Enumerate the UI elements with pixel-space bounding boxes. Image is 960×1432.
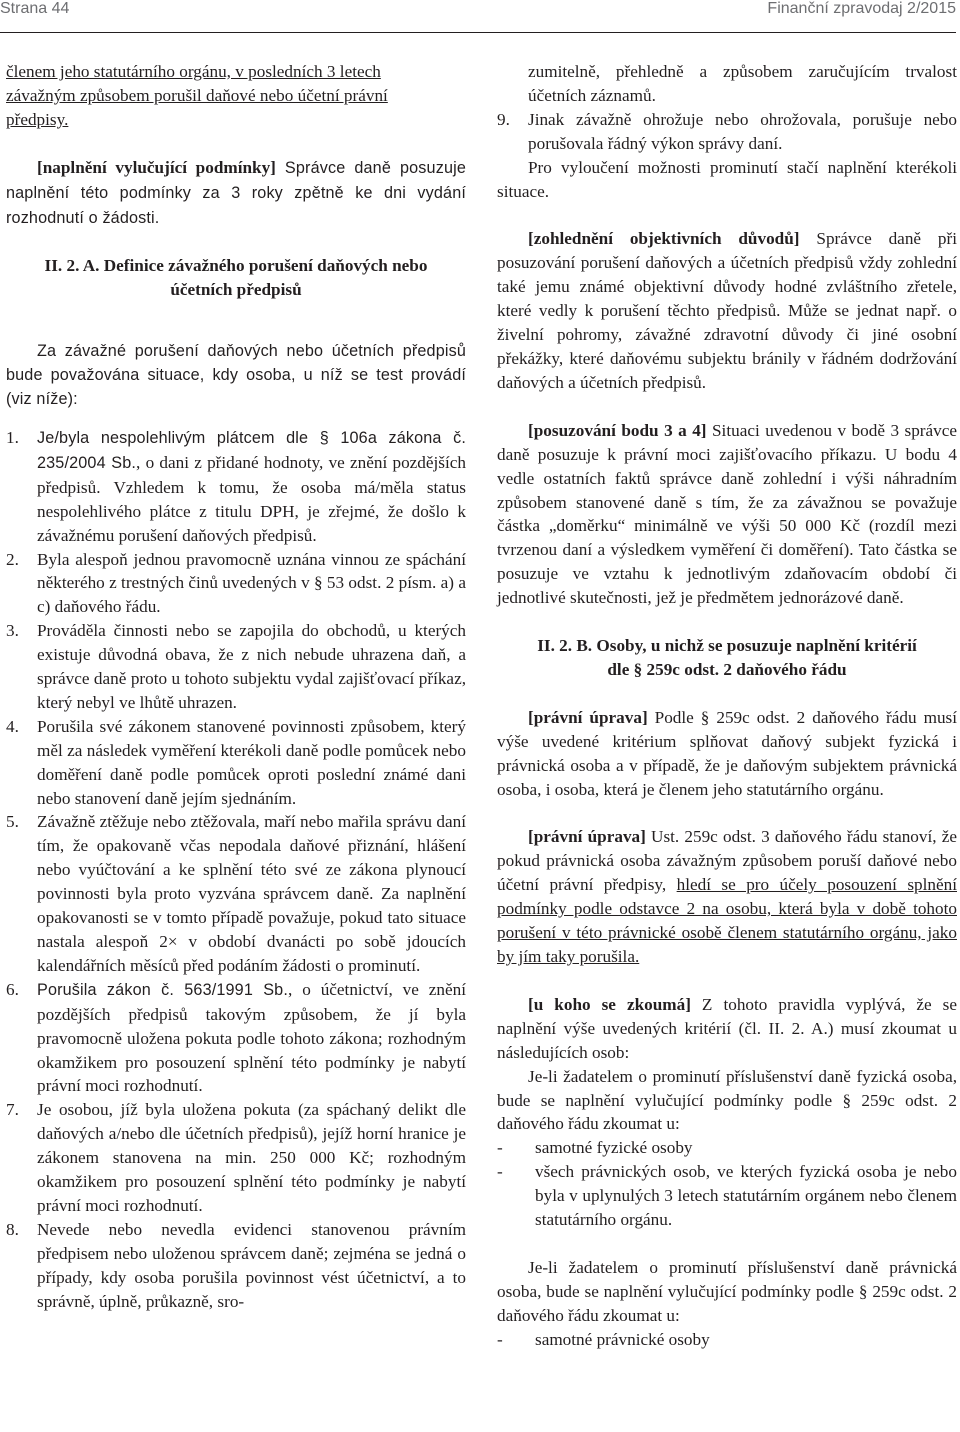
tag-legal: [právní úprava] <box>528 827 646 847</box>
item-number: 5. <box>6 812 19 832</box>
item-number: 4. <box>6 716 19 736</box>
item-text: všech právnických osob, ve kterých fyzická osoba je nebo byla v uplynulých 3 letech statutárním orgánem nebo členem statutárního orgánu. <box>535 1162 957 1230</box>
natural-person-list <box>497 1136 957 1232</box>
list-item-9 <box>497 108 957 156</box>
paragraph-text: Správce daně posuzuje naplnění této podmínky za 3 roky zpětně ke dni vydání rozhodnutí o žádosti. <box>6 158 467 227</box>
list-item <box>6 1218 466 1314</box>
item-text: Je osobou, jíž byla uložena pokuta (za spáchaný delikt dle daňových a/nebo dle účetních předpisů), jejíž horní hranice je zákonem stanovena na min. 250 000 Kč; rozhodným okamžikem pro posouzení splnění této podmínky je nabytí právní moci rozhodnutí. <box>37 1100 466 1215</box>
list-item <box>497 1160 957 1232</box>
list-item <box>6 715 466 811</box>
paragraph-who <box>497 993 957 1065</box>
heading-line-2: účetních předpisů <box>170 280 302 300</box>
paragraph-text: Situaci uvedenou v bodě 3 správce daně posuzuje k právní moci zajišťovacího příkazu. U bodu 4 vedle ostatních faktů správce daně zohlední i výši náhradním způsobem stanovené daně s tím, že za závažnou se považuje částka „doměrku“ minimálně ve výši 50 000 Kč (rozdíl mezi tvrzenou daní a výsledkem vyměření či doměření). Tato částka se posuzuje ve vztahu k jednotlivým zdaňovacím období či jednotlivé skutečnosti, jež je předmětem jednorázové daně. <box>497 420 957 608</box>
heading-line-1: II. 2. B. Osoby, u nichž se posuzuje naplnění kritérií <box>537 636 917 656</box>
item-number: 7. <box>6 1100 19 1120</box>
item-text: samotné fyzické osoby <box>535 1138 693 1158</box>
intro-line-1: členem jeho statutárního orgánu, v posledních 3 letech <box>6 62 381 81</box>
heading-line-2: dle § 259c odst. 2 daňového řádu <box>607 659 847 679</box>
list-item <box>6 548 466 620</box>
header-rule <box>0 32 956 33</box>
item-number: 8. <box>6 1219 19 1239</box>
item-number: - <box>497 1162 503 1182</box>
paragraph-points-3-4 <box>497 419 957 610</box>
item-8-continuation: zumitelně, přehledně a způsobem zaručujícím trvalost účetních záznamů. <box>528 62 957 105</box>
item-number: 2. <box>6 549 19 569</box>
paragraph-text: Podle § 259c odst. 2 daňového řádu musí výše uvedené kritérium splňovat daňový subjekt fyzická i právnická osoba a v případě, že je daňovým subjektem právnická osoba, i osoba, která je členem jeho statutárního orgánu. <box>497 707 958 799</box>
journal-title: Finanční zpravodaj 2/2015 <box>767 0 956 17</box>
left-column <box>6 60 466 1314</box>
paragraph-text: Z tohoto pravidla vyplývá, že se naplnění výše uvedených kritérií (čl. II. 2. A.) musí zkoumat u následujících osob: <box>497 994 957 1062</box>
item-text: , o účetnictví, ve znění pozdějších předpisů takovým způsobem, že jí byla pravomocně uložena pokuta podle tohoto zákona; rozhodným okamžikem pro posouzení splnění této podmínky je nabytí právní moci rozhodnutí. <box>37 979 466 1096</box>
item-number: 9. <box>497 109 510 129</box>
tag-exclusion: [naplnění vylučující podmínky] <box>37 157 276 177</box>
intro-line-3: předpisy. <box>6 109 69 129</box>
item-text-sans: Je/byla nespolehlivým plátcem dle § 106a zákona č. 235/2004 Sb. <box>37 428 466 472</box>
intro-line-2: závažným způsobem porušil daňové nebo účetní právní <box>6 85 388 105</box>
paragraph-exclusion-sufficient: Pro vyloučení možnosti prominutí stačí naplnění kterékoli situace. <box>497 157 957 201</box>
paragraph-text: Ust. 259c odst. 3 daňového řádu stanoví, že pokud právnická osoba závažným způsobem poruší daňové nebo účetní právní předpisy, <box>497 827 957 895</box>
item-text-sans: Porušila zákon č. 563/1991 Sb. <box>37 980 288 999</box>
list-item <box>6 978 466 1099</box>
paragraph-natural-person: Je-li žadatelem o prominutí příslušenství daně fyzická osoba, bude se naplnění vylučující podmínky podle § 259c odst. 2 daňového řádu zkoumat u: <box>497 1066 957 1134</box>
paragraph-legal-2 <box>497 825 957 968</box>
item-text: Prováděla činnosti nebo se zapojila do obchodů, u kterých existuje důvodná obava, že z nich nebude uhrazena daň, a správce daně proto u tohoto subjektu vydal zajišťovací příkaz, který nebyl ve lhůtě uhrazen. <box>37 621 466 712</box>
section-heading-b <box>497 634 957 682</box>
paragraph-legal-person: Je-li žadatelem o prominutí příslušenství daně právnická osoba, bude se naplnění vylučující podmínky podle § 259c odst. 2 daňového řádu zkoumat u: <box>497 1257 957 1325</box>
paragraph-objective-reasons <box>497 227 957 394</box>
item-text: Nevede nebo nevedla evidenci stanovenou právním předpisem nebo uloženou správcem daně; zejména se jedná o případy, kdy osoba porušila povinnost vést účetnictví, a to správně, úplně, průkazně, sro- <box>37 1219 466 1311</box>
paragraph-text: Správce daně při posuzování porušení daňových a účetních předpisů vždy zohlední také jemu známé objektivní důvody hodné zvláštního zřetele, které vedly k porušení těchto předpisů. Může se jednat např. o živelní pohromy, závažné zdravotní důvody či jiné osobní překážky, které daňovému subjektu bránily v řádném dodržování daňových a účetních předpisů. <box>497 229 957 392</box>
tag-objective: [zohlednění objektivních důvodů] <box>528 229 800 249</box>
page-header <box>0 0 956 20</box>
item-number: - <box>497 1329 503 1349</box>
legal-person-list <box>497 1328 957 1352</box>
item-text: Porušila své zákonem stanovené povinnosti způsobem, který měl za následek vyměření kterékoli daně podle pomůcek nebo doměření daně podle pomůcek oproti poslední známé dani nebo stanovení daně jejím sjednáním. <box>37 716 466 808</box>
tag-who: [u koho se zkoumá] <box>528 994 691 1014</box>
item-text: Závažně ztěžuje nebo ztěžovala, maří nebo mařila správu daní tím, že opakovaně včas nepodala daňové přiznání, hlášení nebo vyúčtování a ke splnění této své ze zákona plynoucí povinnosti byla proto vyzvána správcem daně. Za naplnění opakovanosti se v tomto případě považuje, pokud tato situace nastala alespoň 2× v období dvanácti po sobě jdoucích kalendářních měsíců před podáním žádosti o prominutí. <box>37 812 466 975</box>
list-item <box>6 619 466 715</box>
list-item <box>6 810 466 977</box>
heading-line-1: II. 2. A. Definice závažného porušení daňových nebo <box>44 256 428 276</box>
item-number: 1. <box>6 427 19 447</box>
tag-points: [posuzování bodu 3 a 4] <box>528 420 707 440</box>
section-heading-a <box>6 254 466 302</box>
list-item <box>497 1328 957 1352</box>
page-number: Strana 44 <box>0 0 70 17</box>
right-column <box>497 60 957 1352</box>
violation-list <box>6 426 466 1314</box>
item-text: Byla alespoň jednou pravomocně uznána vinnou ze spáchání některého z trestných činů uvedených v § 53 odst. 2 písm. a) a c) daňového řádu. <box>37 549 466 617</box>
paragraph-exclusion-condition <box>6 156 466 231</box>
definition-paragraph: Za závažné porušení daňových nebo účetních předpisů bude považována situace, kdy osoba, u níž se test provádí (viz níže): <box>6 342 466 409</box>
paragraph-legal-1 <box>497 706 957 802</box>
item-number: 6. <box>6 979 19 999</box>
list-item <box>497 1136 957 1160</box>
item-number: 3. <box>6 621 19 641</box>
underlined-text: hledí se pro účely posouzení splnění podmínky podle odstavce 2 na osobu, která byla v době tohoto porušení v této právnické osobě členem statutárního orgánu, jako by jím taky porušila. <box>497 875 958 966</box>
item-text: , o dani z přidané hodnoty, ve znění pozdějších předpisů. Vzhledem k tomu, že osoba má/měla status nespolehlivého plátce z titulu DPH, je zřejmé, že došlo k závažnému porušení daňových předpisů. <box>37 452 466 545</box>
item-text: samotné právnické osoby <box>535 1329 710 1349</box>
intro-continuation <box>6 60 466 132</box>
item-number: - <box>497 1138 503 1158</box>
list-item <box>6 1098 466 1218</box>
tag-legal: [právní úprava] <box>528 707 648 727</box>
list-item <box>6 426 466 548</box>
item-text: Jinak závažně ohrožuje nebo ohrožovala, porušuje nebo porušovala řádný výkon správy daní. <box>528 109 957 153</box>
